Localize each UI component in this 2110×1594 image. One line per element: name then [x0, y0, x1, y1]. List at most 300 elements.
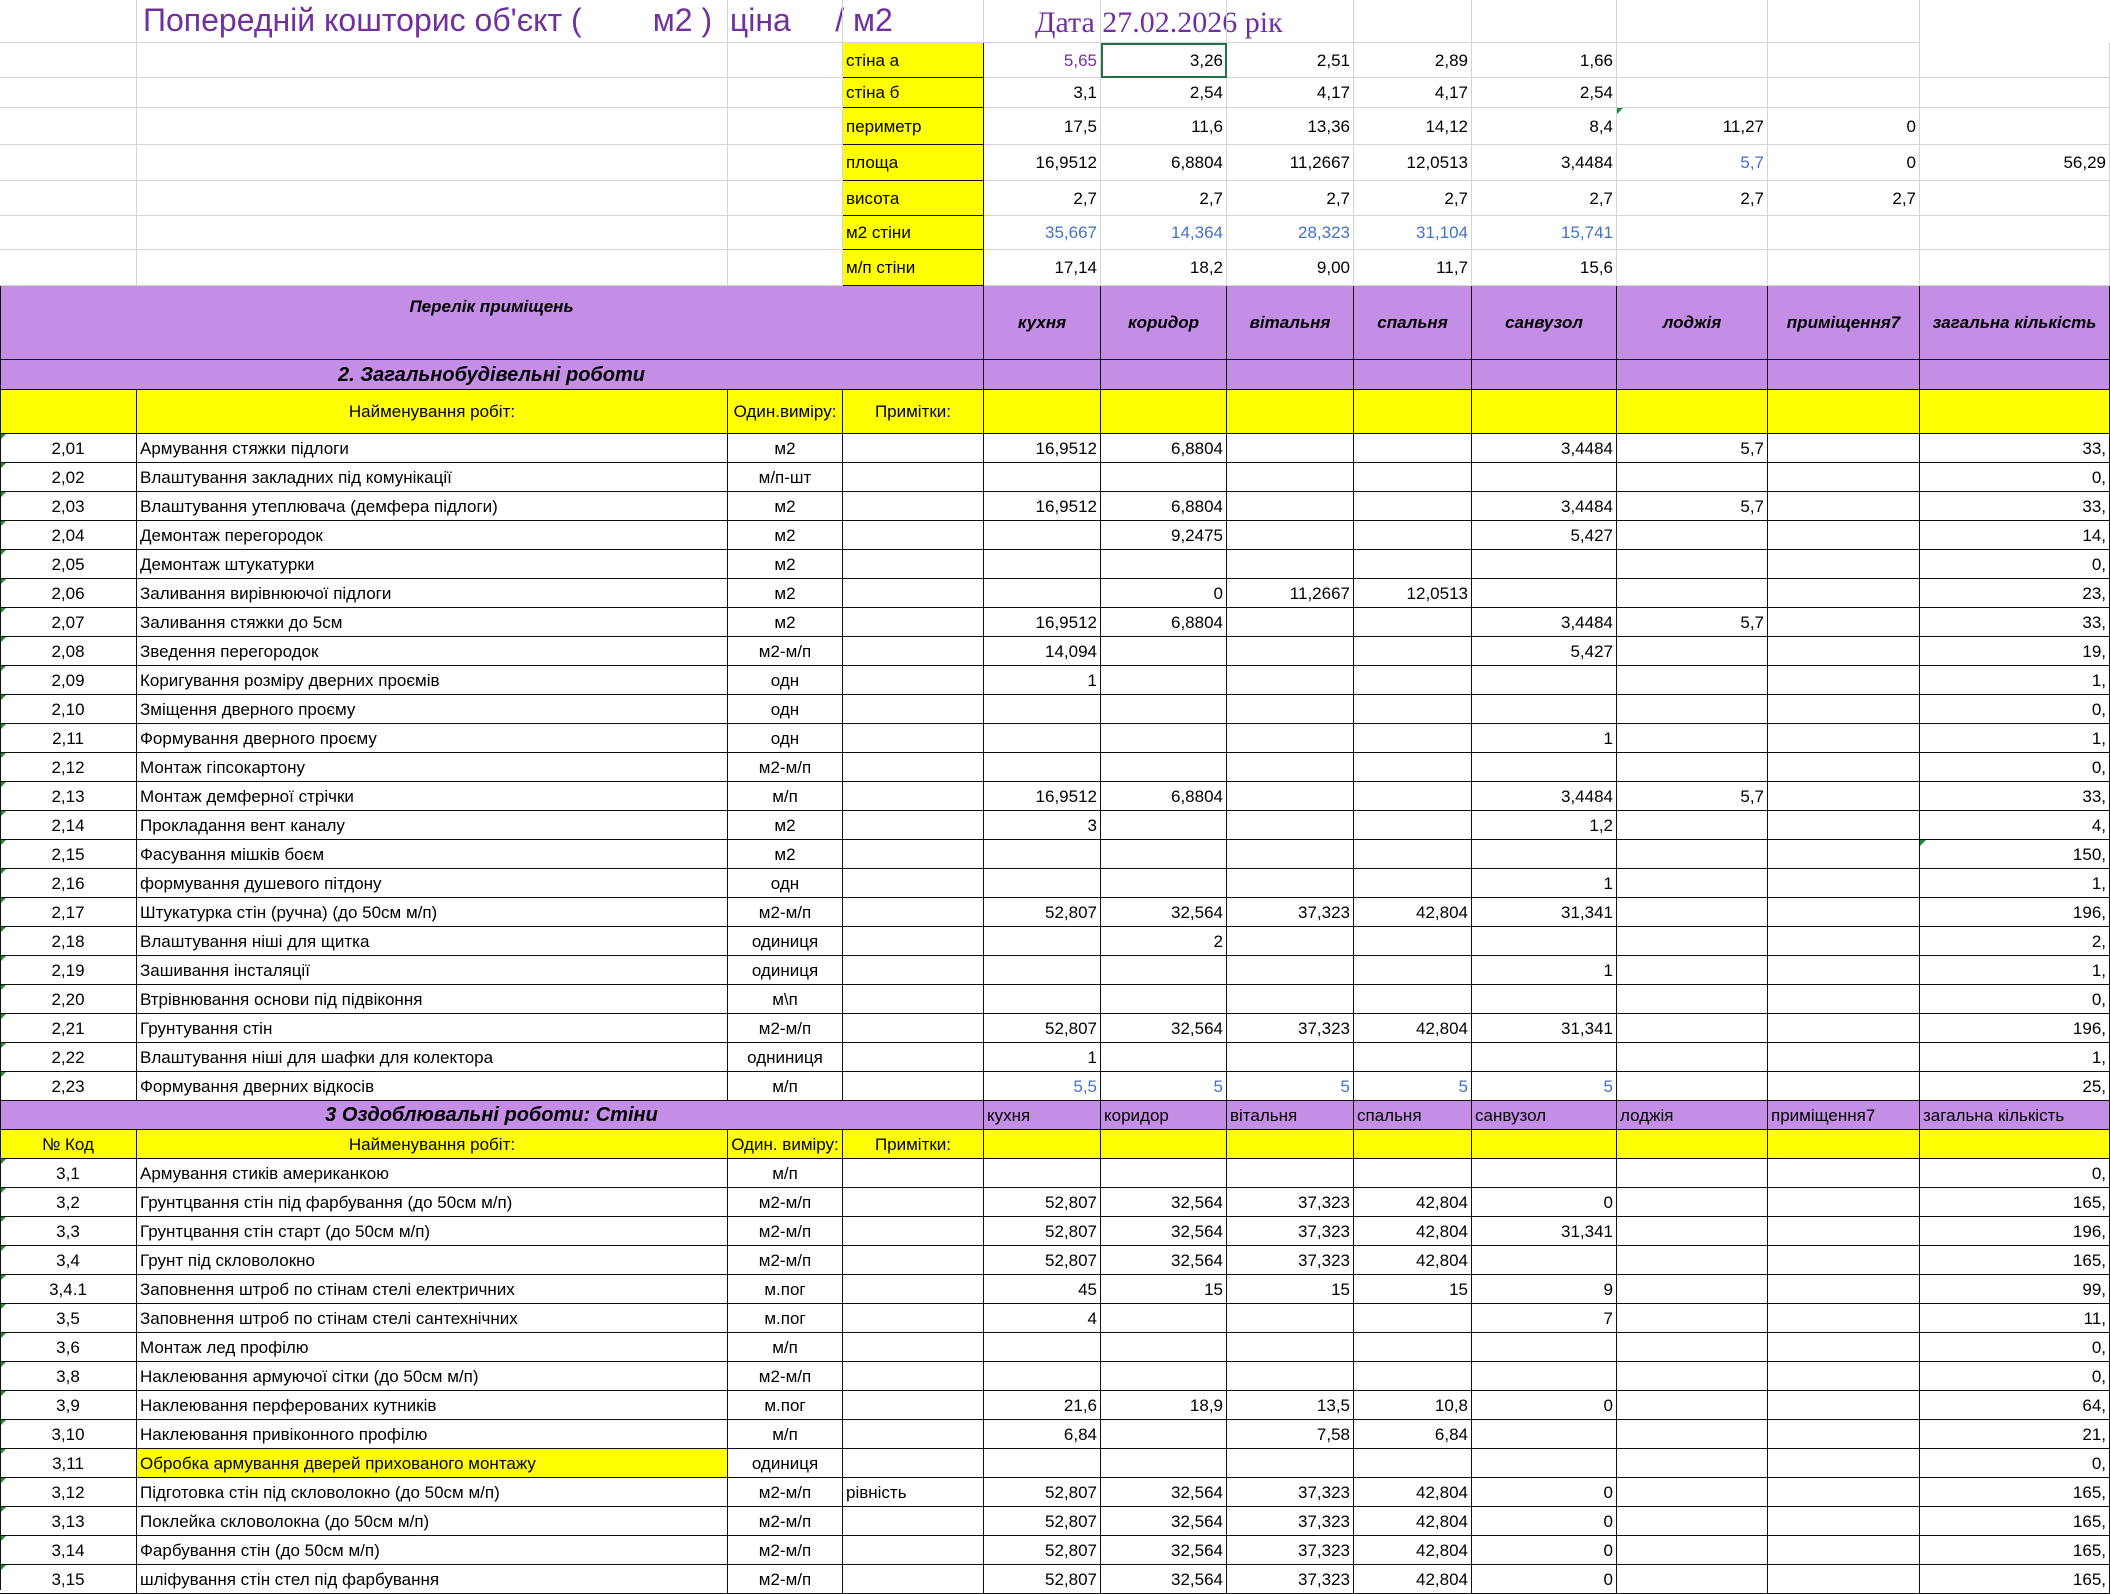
row-name[interactable]: Монтаж гіпсокартону — [137, 753, 728, 782]
row-value[interactable]: 1, — [1920, 869, 2110, 898]
row-name[interactable]: Влаштування ніші для шафки для колектора — [137, 1043, 728, 1072]
row-value[interactable] — [1227, 434, 1354, 463]
row-code[interactable]: 2,16 — [0, 869, 137, 898]
row-value[interactable] — [1617, 1333, 1768, 1362]
empty-cell[interactable] — [984, 0, 1101, 43]
row-code[interactable]: 3,14 — [0, 1536, 137, 1565]
param-value[interactable] — [1617, 78, 1768, 108]
row-unit[interactable]: м/п — [728, 782, 843, 811]
row-value[interactable]: 11, — [1920, 1304, 2110, 1333]
row-value[interactable] — [1472, 985, 1617, 1014]
row-code[interactable]: 2,08 — [0, 637, 137, 666]
param-value[interactable]: 0 — [1768, 145, 1920, 181]
row-value[interactable] — [1768, 579, 1920, 608]
row-value[interactable]: 165, — [1920, 1188, 2110, 1217]
row-value[interactable] — [1227, 1159, 1354, 1188]
row-value[interactable]: 37,323 — [1227, 1217, 1354, 1246]
row-value[interactable]: 14,094 — [984, 637, 1101, 666]
row-value[interactable] — [1354, 1304, 1472, 1333]
param-value[interactable] — [1617, 250, 1768, 286]
row-name[interactable]: Армування стиків американкою — [137, 1159, 728, 1188]
row-note[interactable] — [843, 1536, 984, 1565]
empty-cell[interactable] — [1617, 0, 1768, 43]
param-value[interactable] — [1768, 250, 1920, 286]
row-value[interactable]: 0, — [1920, 985, 2110, 1014]
empty-cell[interactable] — [137, 216, 728, 250]
row-value[interactable] — [1768, 840, 1920, 869]
row-value[interactable] — [1101, 1449, 1227, 1478]
row-value[interactable] — [1354, 1043, 1472, 1072]
row-value[interactable] — [1227, 608, 1354, 637]
row-code[interactable]: 2,04 — [0, 521, 137, 550]
row-value[interactable] — [1768, 1449, 1920, 1478]
row-value[interactable]: 52,807 — [984, 1217, 1101, 1246]
row-value[interactable]: 52,807 — [984, 1014, 1101, 1043]
param-value[interactable]: 15,6 — [1472, 250, 1617, 286]
row-code[interactable]: 3,2 — [0, 1188, 137, 1217]
row-unit[interactable]: м.пог — [728, 1391, 843, 1420]
row-value[interactable] — [1768, 782, 1920, 811]
row-unit[interactable]: м2 — [728, 840, 843, 869]
row-name[interactable]: Грунтцвання стін під фарбування (до 50см м/п) — [137, 1188, 728, 1217]
row-value[interactable] — [1617, 1536, 1768, 1565]
row-unit[interactable]: м2 — [728, 550, 843, 579]
row-code[interactable]: 3,5 — [0, 1304, 137, 1333]
param-value[interactable] — [1920, 78, 2110, 108]
row-value[interactable] — [1472, 550, 1617, 579]
row-value[interactable]: 52,807 — [984, 1565, 1101, 1594]
row-value[interactable] — [1617, 1391, 1768, 1420]
row-unit[interactable]: м/п — [728, 1072, 843, 1101]
row-value[interactable]: 16,9512 — [984, 608, 1101, 637]
row-value[interactable]: 3 — [984, 811, 1101, 840]
param-value[interactable] — [1920, 43, 2110, 78]
row-value[interactable]: 0, — [1920, 1333, 2110, 1362]
row-note[interactable] — [843, 811, 984, 840]
row-code[interactable]: 2,15 — [0, 840, 137, 869]
param-value[interactable] — [1920, 250, 2110, 286]
row-value[interactable]: 6,84 — [984, 1420, 1101, 1449]
row-value[interactable] — [1227, 521, 1354, 550]
row-value[interactable]: 1,2 — [1472, 811, 1617, 840]
row-value[interactable] — [984, 1449, 1101, 1478]
row-value[interactable]: 52,807 — [984, 898, 1101, 927]
row-value[interactable] — [1354, 724, 1472, 753]
row-value[interactable] — [1768, 608, 1920, 637]
row-value[interactable] — [1227, 637, 1354, 666]
row-value[interactable]: 45 — [984, 1275, 1101, 1304]
row-value[interactable] — [1768, 1304, 1920, 1333]
row-value[interactable] — [1472, 1449, 1617, 1478]
row-note[interactable] — [843, 927, 984, 956]
row-value[interactable] — [1354, 985, 1472, 1014]
row-code[interactable]: 2,19 — [0, 956, 137, 985]
row-value[interactable]: 1 — [1472, 869, 1617, 898]
param-value[interactable] — [1617, 43, 1768, 78]
row-value[interactable] — [1768, 724, 1920, 753]
row-note[interactable] — [843, 898, 984, 927]
row-value[interactable] — [1617, 753, 1768, 782]
row-value[interactable]: 37,323 — [1227, 898, 1354, 927]
row-value[interactable] — [1354, 840, 1472, 869]
row-name[interactable]: Армування стяжки підлоги — [137, 434, 728, 463]
row-unit[interactable]: одиниця — [728, 956, 843, 985]
row-value[interactable]: 165, — [1920, 1507, 2110, 1536]
row-unit[interactable]: м/п — [728, 1420, 843, 1449]
row-value[interactable] — [1101, 840, 1227, 869]
row-value[interactable]: 0, — [1920, 1449, 2110, 1478]
row-value[interactable]: 42,804 — [1354, 1478, 1472, 1507]
row-name[interactable]: Заповнення штроб по стінам стелі електричних — [137, 1275, 728, 1304]
row-value[interactable]: 5,427 — [1472, 637, 1617, 666]
row-name[interactable]: Поклейка скловолокна (до 50см м/п) — [137, 1507, 728, 1536]
row-value[interactable] — [1617, 521, 1768, 550]
row-value[interactable]: 23, — [1920, 579, 2110, 608]
empty-cell[interactable] — [0, 181, 137, 216]
row-unit[interactable]: одниниця — [728, 1043, 843, 1072]
param-value[interactable]: 31,104 — [1354, 216, 1472, 250]
row-value[interactable]: 10,8 — [1354, 1391, 1472, 1420]
row-value[interactable]: 6,8804 — [1101, 492, 1227, 521]
row-value[interactable]: 31,341 — [1472, 898, 1617, 927]
row-note[interactable] — [843, 956, 984, 985]
row-code[interactable]: 3,9 — [0, 1391, 137, 1420]
empty-cell[interactable] — [0, 250, 137, 286]
row-code[interactable]: 2,20 — [0, 985, 137, 1014]
param-value[interactable]: 5,7 — [1617, 145, 1768, 181]
row-value[interactable]: 1, — [1920, 956, 2110, 985]
empty-cell[interactable] — [137, 250, 728, 286]
row-value[interactable]: 32,564 — [1101, 898, 1227, 927]
row-value[interactable] — [1617, 695, 1768, 724]
row-value[interactable]: 19, — [1920, 637, 2110, 666]
row-value[interactable]: 42,804 — [1354, 1246, 1472, 1275]
row-value[interactable] — [1472, 1246, 1617, 1275]
row-value[interactable]: 2 — [1101, 927, 1227, 956]
row-value[interactable] — [1227, 753, 1354, 782]
param-value[interactable]: 1,66 — [1472, 43, 1617, 78]
row-value[interactable] — [1227, 492, 1354, 521]
row-value[interactable] — [1768, 1275, 1920, 1304]
param-value[interactable]: 28,323 — [1227, 216, 1354, 250]
row-value[interactable] — [1617, 1043, 1768, 1072]
row-value[interactable] — [1101, 666, 1227, 695]
row-value[interactable]: 1, — [1920, 724, 2110, 753]
empty-cell[interactable] — [1354, 0, 1472, 43]
row-value[interactable]: 42,804 — [1354, 1217, 1472, 1246]
row-value[interactable]: 165, — [1920, 1246, 2110, 1275]
row-value[interactable]: 16,9512 — [984, 782, 1101, 811]
row-code[interactable]: 2,02 — [0, 463, 137, 492]
row-value[interactable] — [1768, 492, 1920, 521]
param-value[interactable]: 18,2 — [1101, 250, 1227, 286]
row-value[interactable]: 196, — [1920, 1014, 2110, 1043]
row-value[interactable]: 64, — [1920, 1391, 2110, 1420]
row-unit[interactable]: м2-м/п — [728, 753, 843, 782]
row-value[interactable] — [1768, 1188, 1920, 1217]
row-code[interactable]: 3,6 — [0, 1333, 137, 1362]
row-value[interactable]: 165, — [1920, 1536, 2110, 1565]
row-value[interactable] — [1617, 1449, 1768, 1478]
row-value[interactable]: 3,4484 — [1472, 434, 1617, 463]
row-value[interactable] — [1472, 695, 1617, 724]
empty-cell[interactable] — [0, 216, 137, 250]
row-value[interactable] — [1617, 1275, 1768, 1304]
param-value[interactable]: 13,36 — [1227, 108, 1354, 145]
empty-cell[interactable] — [0, 0, 137, 43]
row-value[interactable]: 37,323 — [1227, 1507, 1354, 1536]
row-value[interactable]: 1 — [984, 1043, 1101, 1072]
row-name[interactable]: Коригування розміру дверних проємів — [137, 666, 728, 695]
row-value[interactable] — [1768, 1246, 1920, 1275]
row-value[interactable] — [1472, 463, 1617, 492]
row-name[interactable]: Заливання стяжки до 5см — [137, 608, 728, 637]
row-value[interactable] — [1227, 840, 1354, 869]
row-value[interactable] — [1768, 985, 1920, 1014]
row-value[interactable] — [1472, 1043, 1617, 1072]
empty-cell[interactable] — [728, 78, 843, 108]
row-value[interactable]: 1 — [984, 666, 1101, 695]
row-value[interactable] — [1617, 898, 1768, 927]
row-value[interactable]: 0, — [1920, 1159, 2110, 1188]
row-value[interactable] — [984, 550, 1101, 579]
row-value[interactable] — [1617, 724, 1768, 753]
row-value[interactable]: 32,564 — [1101, 1246, 1227, 1275]
row-value[interactable]: 18,9 — [1101, 1391, 1227, 1420]
row-value[interactable] — [1101, 811, 1227, 840]
row-value[interactable]: 32,564 — [1101, 1565, 1227, 1594]
row-note[interactable] — [843, 869, 984, 898]
row-value[interactable] — [1101, 985, 1227, 1014]
row-value[interactable]: 4, — [1920, 811, 2110, 840]
row-value[interactable] — [1227, 695, 1354, 724]
row-value[interactable]: 0 — [1472, 1478, 1617, 1507]
row-note[interactable] — [843, 608, 984, 637]
param-value[interactable]: 2,7 — [1617, 181, 1768, 216]
row-value[interactable] — [1354, 434, 1472, 463]
empty-cell[interactable] — [1768, 0, 1920, 43]
row-value[interactable]: 0, — [1920, 550, 2110, 579]
row-value[interactable]: 7 — [1472, 1304, 1617, 1333]
row-value[interactable] — [1768, 666, 1920, 695]
param-value[interactable]: 2,7 — [1768, 181, 1920, 216]
row-value[interactable]: 3,4484 — [1472, 782, 1617, 811]
row-value[interactable] — [1617, 811, 1768, 840]
row-code[interactable]: 2,01 — [0, 434, 137, 463]
row-value[interactable] — [1227, 666, 1354, 695]
row-value[interactable] — [1472, 1159, 1617, 1188]
row-code[interactable]: 2,13 — [0, 782, 137, 811]
row-value[interactable]: 0, — [1920, 753, 2110, 782]
row-value[interactable] — [1354, 1362, 1472, 1391]
row-unit[interactable]: м2 — [728, 579, 843, 608]
param-value[interactable]: 14,12 — [1354, 108, 1472, 145]
row-value[interactable]: 5,427 — [1472, 521, 1617, 550]
row-value[interactable] — [1101, 1304, 1227, 1333]
param-value[interactable]: 56,29 — [1920, 145, 2110, 181]
row-value[interactable]: 3,4484 — [1472, 492, 1617, 521]
row-code[interactable]: 2,12 — [0, 753, 137, 782]
row-note[interactable] — [843, 1014, 984, 1043]
row-value[interactable] — [1768, 1159, 1920, 1188]
row-note[interactable] — [843, 637, 984, 666]
row-value[interactable]: 21,6 — [984, 1391, 1101, 1420]
row-name[interactable]: Демонтаж штукатурки — [137, 550, 728, 579]
row-unit[interactable]: м.пог — [728, 1304, 843, 1333]
row-value[interactable] — [984, 724, 1101, 753]
param-value[interactable]: 8,4 — [1472, 108, 1617, 145]
row-unit[interactable]: м2 — [728, 434, 843, 463]
row-value[interactable] — [1101, 1420, 1227, 1449]
row-value[interactable] — [1617, 550, 1768, 579]
row-value[interactable]: 12,0513 — [1354, 579, 1472, 608]
param-value[interactable]: 11,2667 — [1227, 145, 1354, 181]
row-name[interactable]: формування душевого пітдону — [137, 869, 728, 898]
row-value[interactable]: 15 — [1354, 1275, 1472, 1304]
row-code[interactable]: 2,03 — [0, 492, 137, 521]
row-value[interactable]: 11,2667 — [1227, 579, 1354, 608]
row-value[interactable]: 42,804 — [1354, 1507, 1472, 1536]
row-value[interactable] — [984, 1159, 1101, 1188]
row-value[interactable] — [1354, 782, 1472, 811]
row-value[interactable]: 37,323 — [1227, 1014, 1354, 1043]
row-value[interactable] — [1768, 463, 1920, 492]
row-name[interactable]: Обробка армування дверей прихованого монтажу — [137, 1449, 728, 1478]
row-value[interactable]: 32,564 — [1101, 1507, 1227, 1536]
row-name[interactable]: Наклеювання армуючої сітки (до 50см м/п) — [137, 1362, 728, 1391]
row-value[interactable]: 0, — [1920, 695, 2110, 724]
empty-cell[interactable] — [0, 145, 137, 181]
row-value[interactable] — [1617, 956, 1768, 985]
row-value[interactable] — [1768, 1217, 1920, 1246]
row-value[interactable]: 33, — [1920, 608, 2110, 637]
row-value[interactable]: 1, — [1920, 666, 2110, 695]
row-unit[interactable]: одиниця — [728, 927, 843, 956]
row-value[interactable]: 5,7 — [1617, 492, 1768, 521]
row-code[interactable]: 3,3 — [0, 1217, 137, 1246]
row-value[interactable] — [1101, 724, 1227, 753]
row-note[interactable] — [843, 1275, 984, 1304]
row-value[interactable]: 33, — [1920, 434, 2110, 463]
row-value[interactable] — [1472, 579, 1617, 608]
row-name[interactable]: Грунтування стін — [137, 1014, 728, 1043]
row-value[interactable] — [1768, 1478, 1920, 1507]
row-code[interactable]: 2,11 — [0, 724, 137, 753]
row-value[interactable]: 1 — [1472, 724, 1617, 753]
row-value[interactable] — [1227, 956, 1354, 985]
row-code[interactable]: 3,4.1 — [0, 1275, 137, 1304]
row-value[interactable] — [1354, 927, 1472, 956]
row-unit[interactable]: м2-м/п — [728, 1565, 843, 1594]
row-value[interactable] — [1617, 927, 1768, 956]
row-name[interactable]: Формування дверного проєму — [137, 724, 728, 753]
row-note[interactable] — [843, 1072, 984, 1101]
param-value[interactable]: 2,89 — [1354, 43, 1472, 78]
row-unit[interactable]: м/п — [728, 1333, 843, 1362]
row-unit[interactable]: м2 — [728, 521, 843, 550]
empty-cell[interactable] — [137, 0, 728, 43]
row-code[interactable]: 2,22 — [0, 1043, 137, 1072]
empty-cell[interactable] — [1227, 0, 1354, 43]
empty-cell[interactable] — [0, 43, 137, 78]
empty-cell[interactable] — [1472, 0, 1617, 43]
row-value[interactable]: 37,323 — [1227, 1188, 1354, 1217]
row-code[interactable]: 2,14 — [0, 811, 137, 840]
row-note[interactable] — [843, 1217, 984, 1246]
row-value[interactable] — [984, 869, 1101, 898]
row-value[interactable]: 42,804 — [1354, 1014, 1472, 1043]
row-value[interactable] — [1472, 1420, 1617, 1449]
row-value[interactable]: 5 — [1472, 1072, 1617, 1101]
row-value[interactable] — [1354, 637, 1472, 666]
param-value[interactable]: 17,5 — [984, 108, 1101, 145]
row-unit[interactable]: м2-м/п — [728, 1246, 843, 1275]
row-value[interactable] — [1768, 1072, 1920, 1101]
row-value[interactable]: 165, — [1920, 1565, 2110, 1594]
row-value[interactable]: 52,807 — [984, 1478, 1101, 1507]
row-value[interactable] — [1472, 753, 1617, 782]
empty-cell[interactable] — [0, 108, 137, 145]
row-note[interactable] — [843, 782, 984, 811]
row-name[interactable]: Монтаж демферної стрічки — [137, 782, 728, 811]
param-value[interactable]: 2,7 — [1472, 181, 1617, 216]
row-value[interactable] — [1227, 550, 1354, 579]
row-code[interactable]: 3,12 — [0, 1478, 137, 1507]
row-unit[interactable]: м2-м/п — [728, 1188, 843, 1217]
row-value[interactable] — [1227, 463, 1354, 492]
row-value[interactable]: 32,564 — [1101, 1188, 1227, 1217]
row-value[interactable]: 52,807 — [984, 1536, 1101, 1565]
param-value[interactable]: 3,1 — [984, 78, 1101, 108]
row-value[interactable] — [1227, 927, 1354, 956]
empty-cell[interactable] — [0, 78, 137, 108]
row-value[interactable] — [984, 463, 1101, 492]
row-value[interactable] — [1768, 1362, 1920, 1391]
param-value[interactable]: 2,54 — [1472, 78, 1617, 108]
row-note[interactable] — [843, 695, 984, 724]
row-value[interactable] — [1472, 1333, 1617, 1362]
row-value[interactable] — [1354, 666, 1472, 695]
row-unit[interactable]: одн — [728, 695, 843, 724]
row-unit[interactable]: м2-м/п — [728, 1507, 843, 1536]
row-unit[interactable]: одиниця — [728, 1449, 843, 1478]
row-name[interactable]: Монтаж лед профілю — [137, 1333, 728, 1362]
row-value[interactable] — [1227, 869, 1354, 898]
param-value[interactable]: 11,7 — [1354, 250, 1472, 286]
param-value[interactable]: 2,7 — [1354, 181, 1472, 216]
param-value[interactable]: 2,7 — [1227, 181, 1354, 216]
row-value[interactable] — [984, 753, 1101, 782]
row-value[interactable]: 1 — [1472, 956, 1617, 985]
row-name[interactable]: Формування дверних відкосів — [137, 1072, 728, 1101]
row-value[interactable] — [1768, 1420, 1920, 1449]
row-value[interactable] — [1354, 695, 1472, 724]
row-value[interactable] — [1617, 1478, 1768, 1507]
row-unit[interactable]: м.пог — [728, 1275, 843, 1304]
empty-cell[interactable] — [728, 0, 843, 43]
row-value[interactable] — [1617, 985, 1768, 1014]
param-value[interactable] — [1768, 43, 1920, 78]
row-value[interactable] — [1354, 1159, 1472, 1188]
row-code[interactable]: 3,4 — [0, 1246, 137, 1275]
row-value[interactable]: 0 — [1472, 1507, 1617, 1536]
param-value[interactable]: 5,65 — [984, 43, 1101, 78]
row-note[interactable] — [843, 1507, 984, 1536]
row-value[interactable] — [984, 1362, 1101, 1391]
row-value[interactable]: 37,323 — [1227, 1246, 1354, 1275]
row-value[interactable]: 1, — [1920, 1043, 2110, 1072]
row-value[interactable]: 5,7 — [1617, 608, 1768, 637]
